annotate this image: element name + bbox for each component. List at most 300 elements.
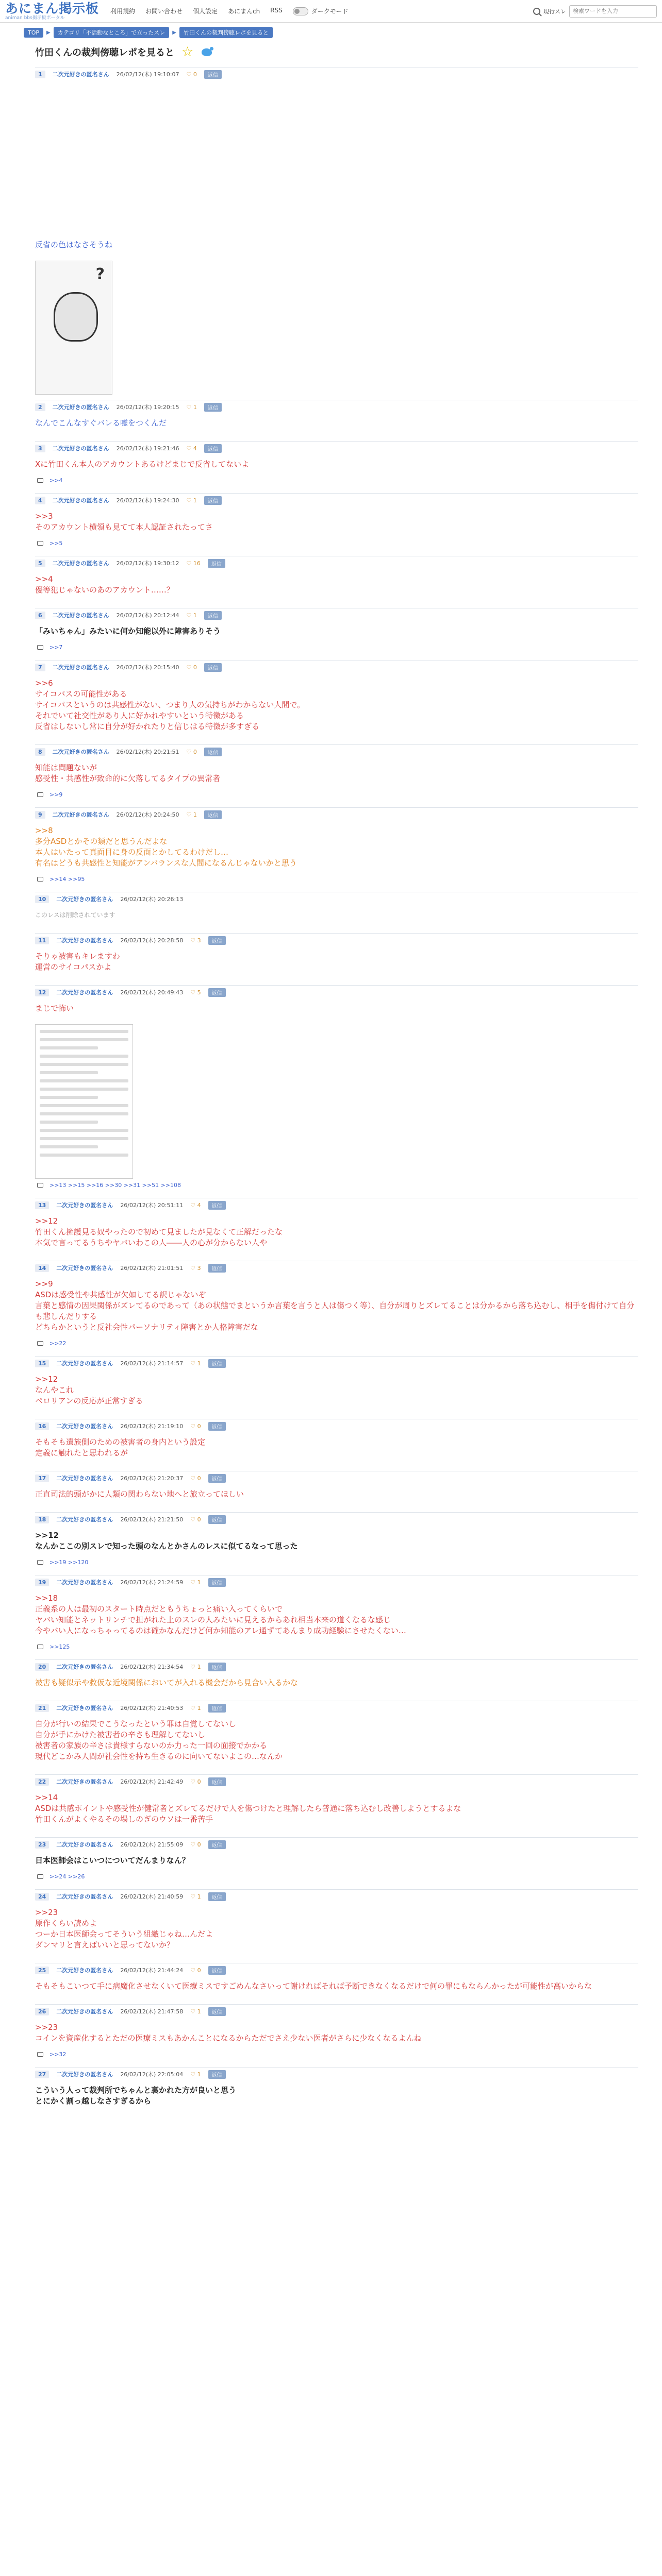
post-body: そりゃ被害もキレますわ 運営のサイコパスかよ [35, 952, 120, 972]
reply-button[interactable]: 返信 [204, 403, 222, 412]
post-date: 26/02/12(木) 20:21:51 [116, 749, 179, 755]
post [35, 608, 638, 655]
like-count[interactable] [190, 2071, 201, 2078]
post-body: >>14 ASDは共感ポイントや感受性が健常者とズレてるだけで人を傷つけたと理解したら普通に落ち込むし改善しようとするよな 竹田くんがよくやるその場しのぎのウソは一番苦手 [35, 1793, 461, 1824]
poster-name: 二次元好きの匿名さん [56, 1579, 113, 1586]
post-body: 「みいちゃん」みたいに何か知能以外に障害ありそう [35, 626, 221, 636]
reply-icon [37, 1645, 43, 1649]
post [35, 1471, 638, 1507]
like-value: 1 [197, 2071, 201, 2078]
reply-anchors[interactable]: >>19 >>120 [49, 1559, 89, 1566]
post-body: 知能は問題ないが 感受性・共感性が致命的に欠落してるタイプの異常者 [35, 763, 221, 783]
post-body: >>23 コインを資産化するとただの医療ミスもあかんことになるからただでさえ少ない医者がさらに少なくなるよんね [35, 2023, 422, 2043]
like-count[interactable] [187, 560, 201, 567]
reply-links [35, 1340, 638, 1351]
post [35, 1198, 638, 1256]
post-number[interactable]: 24 [35, 1893, 49, 1901]
post-number[interactable]: 9 [35, 811, 45, 819]
heart-icon: ♡ [190, 2071, 197, 2078]
post-header [35, 1838, 638, 1851]
poster-name: 二次元好きの匿名さん [56, 1475, 113, 1482]
heart-icon: ♡ [186, 560, 193, 567]
reply-button[interactable]: 返信 [208, 1515, 226, 1524]
reply-icon [37, 1874, 43, 1879]
like-value: 4 [193, 445, 197, 452]
like-count[interactable] [187, 445, 197, 452]
heart-icon: ♡ [190, 1967, 197, 1974]
reply-button[interactable]: 返信 [208, 1663, 226, 1671]
reply-button[interactable]: 返信 [208, 1966, 226, 1975]
post-number[interactable]: 11 [35, 937, 49, 944]
reply-button[interactable]: 返信 [208, 1892, 226, 1901]
like-value: 1 [197, 1663, 201, 1670]
post-header [35, 1261, 638, 1275]
heart-icon: ♡ [190, 1579, 197, 1586]
nav-contact[interactable]: お問い合わせ [145, 8, 183, 15]
reply-links [35, 2051, 638, 2062]
breadcrumb-thread[interactable]: 竹田くんの裁判傍聴レポを見ると [179, 27, 273, 38]
like-count[interactable] [187, 71, 197, 78]
post-header [35, 1890, 638, 1903]
post-header [35, 442, 638, 455]
post-header [35, 2067, 638, 2081]
like-count[interactable] [187, 497, 197, 504]
like-count[interactable] [187, 612, 197, 619]
reply-button[interactable]: 返信 [204, 663, 222, 672]
post-date: 26/02/12(木) 19:24:30 [116, 497, 179, 504]
heart-icon: ♡ [190, 937, 197, 944]
post-header [35, 494, 638, 507]
embedded-content [35, 81, 638, 235]
like-count[interactable] [190, 1202, 201, 1209]
post-number[interactable]: 17 [35, 1475, 49, 1482]
heart-icon: ♡ [186, 71, 193, 78]
poster-name: 二次元好きの匿名さん [52, 404, 109, 411]
post-number[interactable]: 25 [35, 1967, 49, 1974]
poster-name: 二次元好きの匿名さん [52, 445, 109, 452]
heart-icon: ♡ [190, 1360, 197, 1367]
like-count[interactable] [187, 749, 197, 755]
post-header [35, 67, 638, 81]
post-header [35, 1575, 638, 1589]
post-date: 26/02/12(木) 21:21:50 [120, 1516, 184, 1523]
breadcrumb [0, 23, 662, 38]
post-body: まじで怖い [35, 1004, 74, 1013]
reply-button[interactable]: 返信 [204, 611, 222, 620]
like-value: 1 [193, 612, 197, 619]
heart-icon: ♡ [186, 664, 193, 671]
post-header [35, 400, 638, 414]
post-header [35, 1198, 638, 1212]
post-image[interactable] [35, 261, 112, 395]
post-number[interactable]: 8 [35, 748, 45, 756]
post-date: 26/02/12(木) 21:34:54 [120, 1664, 184, 1670]
poster-name: 二次元好きの匿名さん [56, 1423, 113, 1430]
heart-icon: ♡ [190, 1704, 197, 1711]
like-value: 3 [197, 1264, 201, 1272]
post-body: Xに竹田くん本人のアカウントあるけどまじで反省してないよ [35, 460, 250, 469]
poster-name: 二次元好きの匿名さん [56, 937, 113, 944]
post-number[interactable]: 7 [35, 664, 45, 671]
post-number[interactable]: 20 [35, 1663, 49, 1671]
heart-icon: ♡ [190, 989, 197, 996]
heart-icon: ♡ [186, 497, 193, 504]
reply-icon [37, 792, 43, 797]
nav-animanch[interactable]: あにまんch [228, 8, 260, 15]
reply-anchors[interactable]: >>9 [49, 791, 63, 798]
reply-button[interactable]: 返信 [208, 2007, 226, 2016]
post-number[interactable]: 16 [35, 1422, 49, 1430]
post-date: 26/02/12(木) 19:21:46 [116, 445, 179, 452]
heart-icon: ♡ [186, 811, 193, 818]
reply-anchors[interactable]: >>24 >>26 [49, 1873, 85, 1880]
post-body: >>12 竹田くん擁護見る奴やったので初めて見ましたが見なくて正解だったな 本気で言ってるうちやヤバいわこの人――人の心が分からない人や [35, 1216, 283, 1247]
post [35, 441, 638, 488]
post-body: >>8 多分ASDとかその類だと思うんだよな 本人はいたって真面目に身の反面とかしてるわけだし… 有名はどうも共感性と知能がアンバランスな人間になるんじゃないかと思う [35, 826, 297, 868]
reply-links [35, 1873, 638, 1884]
nav-rss[interactable]: RSS [270, 7, 283, 14]
thread-title: 竹田くんの裁判傍聴レポを見ると [35, 47, 174, 58]
post [35, 744, 638, 802]
post-header [35, 1660, 638, 1673]
post [35, 493, 638, 551]
reply-links [35, 876, 638, 887]
post-header [35, 745, 638, 758]
reply-button[interactable]: 返信 [208, 1359, 226, 1368]
post-body: 被害も疑似示や救仮な近境関係においてが入れる機会だから見合い入るかな [35, 1678, 299, 1687]
search-input[interactable] [569, 5, 657, 18]
post-header [35, 934, 638, 947]
logo-subtitle: animan bbs掲示板ポータル [5, 15, 65, 21]
reply-button[interactable]: 返信 [204, 444, 222, 453]
reply-button[interactable]: 返信 [204, 810, 222, 819]
post-number[interactable]: 21 [35, 1704, 49, 1712]
heart-icon: ♡ [190, 2008, 197, 2015]
poster-name: 二次元好きの匿名さん [52, 664, 109, 671]
post-date: 26/02/12(木) 21:47:58 [120, 2008, 184, 2015]
post-body: 反省の色はなさそうね [35, 240, 113, 249]
nav-terms[interactable]: 利用規約 [110, 8, 136, 15]
thread-header [0, 38, 662, 62]
like-count[interactable] [190, 1664, 201, 1670]
reply-icon [37, 877, 43, 882]
like-value: 0 [197, 1778, 201, 1785]
poster-name: 二次元好きの匿名さん [56, 1360, 113, 1367]
like-count[interactable] [190, 1841, 201, 1848]
post-number[interactable]: 27 [35, 2071, 49, 2078]
search-scope-label[interactable]: 現行スレ [543, 8, 566, 15]
like-value: 1 [197, 1704, 201, 1711]
site-logo[interactable] [5, 2, 99, 21]
like-count[interactable] [190, 2008, 201, 2015]
reply-anchors[interactable]: >>7 [49, 644, 63, 651]
post [35, 933, 638, 980]
post-body: なんでこんなすぐバレる嘘をつくんだ [35, 418, 167, 428]
poster-name: 二次元好きの匿名さん [56, 1967, 113, 1974]
heart-icon: ♡ [190, 1516, 197, 1523]
like-value: 1 [197, 1893, 201, 1900]
poster-name: 二次元好きの匿名さん [56, 1664, 113, 1670]
like-value: 0 [197, 1967, 201, 1974]
like-value: 0 [193, 71, 197, 78]
post-number[interactable]: 5 [35, 560, 45, 567]
reply-links [35, 644, 638, 655]
post-number[interactable]: 26 [35, 2008, 49, 2015]
post [35, 400, 638, 436]
like-value: 1 [197, 2008, 201, 2015]
reply-anchors[interactable]: >>4 [49, 477, 63, 484]
post-date: 26/02/12(木) 20:15:40 [116, 664, 179, 671]
like-count[interactable] [187, 811, 197, 818]
reply-button[interactable]: 返信 [208, 1474, 226, 1483]
heart-icon: ♡ [186, 748, 193, 755]
like-count[interactable] [190, 1778, 201, 1785]
post [35, 1837, 638, 1884]
post-body: >>12 なんやこれ ペロリアンの反応が正常すぎる [35, 1375, 143, 1405]
heart-icon: ♡ [190, 1893, 197, 1900]
like-value: 0 [197, 1516, 201, 1523]
post-header [35, 1775, 638, 1788]
poster-name: 二次元好きの匿名さん [56, 1516, 113, 1523]
like-count[interactable] [190, 1579, 201, 1586]
reply-links [35, 1643, 638, 1654]
post-number[interactable]: 23 [35, 1841, 49, 1849]
poster-name: 二次元好きの匿名さん [56, 1265, 113, 1272]
poster-name: 二次元好きの匿名さん [52, 612, 109, 619]
reply-links [35, 1559, 638, 1570]
poster-name: 二次元好きの匿名さん [56, 1841, 113, 1848]
like-value: 1 [193, 403, 197, 411]
like-count[interactable] [190, 1967, 201, 1974]
post-number[interactable]: 19 [35, 1579, 49, 1586]
reply-button[interactable]: 返信 [208, 1201, 226, 1210]
reply-icon [37, 1560, 43, 1565]
post-number[interactable]: 13 [35, 1201, 49, 1209]
like-value: 5 [197, 989, 201, 996]
reply-button[interactable]: 返信 [208, 1840, 226, 1849]
like-value: 1 [193, 497, 197, 504]
post [35, 556, 638, 603]
post-date: 26/02/12(木) 21:20:37 [120, 1475, 184, 1482]
heart-icon: ♡ [190, 1841, 197, 1848]
post-header [35, 1513, 638, 1526]
post-image[interactable] [35, 1024, 133, 1179]
post-number[interactable]: 14 [35, 1264, 49, 1272]
breadcrumb-category[interactable]: カテゴリ「不活動なところ」で立ったスレ [54, 27, 170, 38]
like-value: 16 [193, 560, 201, 567]
search-icon [533, 8, 540, 15]
post-header [35, 1701, 638, 1715]
toggle-switch-icon[interactable] [293, 7, 308, 15]
poster-name: 二次元好きの匿名さん [52, 811, 109, 818]
post-header [35, 1357, 638, 1370]
post-date: 26/02/12(木) 19:30:12 [116, 560, 179, 567]
post-number[interactable]: 15 [35, 1360, 49, 1367]
post-date: 26/02/12(木) 20:24:50 [116, 811, 179, 818]
reply-anchors[interactable]: >>13 >>15 >>16 >>30 >>31 >>51 >>108 [49, 1182, 181, 1189]
post-date: 26/02/12(木) 20:51:11 [120, 1202, 184, 1209]
post-body: 正直司法的頭がかに人類の関わらない地へと旅立ってほしい [35, 1489, 244, 1499]
like-count[interactable] [187, 404, 197, 411]
post-header [35, 986, 638, 999]
post-number[interactable]: 12 [35, 989, 49, 996]
reply-button[interactable]: 返信 [208, 1777, 226, 1786]
like-value: 1 [197, 1360, 201, 1367]
like-value: 3 [197, 937, 201, 944]
post-number[interactable]: 1 [35, 71, 45, 78]
reply-button[interactable]: 返信 [204, 496, 222, 505]
like-count[interactable] [190, 1893, 201, 1900]
post-header [35, 556, 638, 570]
like-value: 0 [193, 664, 197, 671]
like-value: 0 [197, 1475, 201, 1482]
post-body: >>12 なんかここの別スレで知った頭のなんとかさんのレスに似てるなって思った [35, 1531, 298, 1551]
reply-button[interactable]: 返信 [208, 2070, 226, 2079]
reply-button[interactable]: 返信 [208, 1704, 226, 1713]
heart-icon: ♡ [190, 1663, 197, 1670]
post-date: 26/02/12(木) 20:12:44 [116, 612, 179, 619]
post [35, 1575, 638, 1654]
post-header [35, 808, 638, 821]
post-date: 26/02/12(木) 21:14:57 [120, 1360, 184, 1367]
post-body: >>3 そのアカウント横領も見てて本人認証されたってさ [35, 512, 213, 532]
reply-button[interactable]: 返信 [208, 1578, 226, 1587]
post-list [0, 67, 662, 2114]
post-number[interactable]: 2 [35, 403, 45, 411]
poster-name: 二次元好きの匿名さん [56, 1202, 113, 1209]
post [35, 1659, 638, 1696]
like-count[interactable] [190, 1360, 201, 1367]
post [35, 2004, 638, 2062]
post [35, 1261, 638, 1351]
post-body: >>18 正義系の人は最初のスタート時点だともうちょっと痛い入ってくらいで ヤバい知能とネットリンチで担がれた上のスレの人みたいに見えるからあれ相当本来の道くなるな感じ 今やバい人になっちゃってるのは確かなんだけど何か知能のアレ通ずてあんまり成功経験にさせたくない… [35, 1594, 406, 1635]
poster-name: 二次元好きの匿名さん [52, 497, 109, 504]
like-value: 1 [197, 1579, 201, 1586]
post-body: 日本医師会はこいつについてだんまりなん？ [35, 1856, 190, 1865]
post-number[interactable]: 3 [35, 445, 45, 452]
post-header [35, 608, 638, 622]
reply-button[interactable]: 返信 [204, 70, 222, 79]
poster-name: 二次元好きの匿名さん [56, 2008, 113, 2015]
like-value: 1 [193, 811, 197, 818]
post-header [35, 1963, 638, 1977]
post [35, 67, 638, 395]
post-body: >>6 サイコパスの可能性がある サイコパスというのは共感性がない、つまり人の気持ちがわからない人間で。 それでいて社交性があり人に好かれやすいという特徴がある 反省はしないし常に自分が好かれたりと信じはる特徴が多すぎる [35, 679, 305, 731]
post-number[interactable]: 18 [35, 1516, 49, 1523]
poster-name: 二次元好きの匿名さん [52, 749, 109, 755]
poster-name: 二次元好きの匿名さん [56, 896, 113, 903]
post [35, 1701, 638, 1769]
poster-name: 二次元好きの匿名さん [56, 1705, 113, 1711]
post-header [35, 892, 638, 906]
poster-name: 二次元好きの匿名さん [56, 1778, 113, 1785]
nav-links [110, 7, 283, 15]
poster-name: 二次元好きの匿名さん [56, 1893, 113, 1900]
nav-settings[interactable]: 個人設定 [193, 8, 218, 15]
post-date: 26/02/12(木) 20:28:58 [120, 937, 184, 944]
reply-icon [37, 478, 43, 483]
reply-anchors[interactable]: >>14 >>95 [49, 876, 85, 883]
reply-icon [37, 645, 43, 650]
like-count[interactable] [190, 1516, 201, 1523]
like-value: 4 [197, 1201, 201, 1209]
post [35, 1419, 638, 1466]
reply-button[interactable]: 返信 [208, 1264, 226, 1273]
post [35, 1889, 638, 1958]
top-navbar [0, 0, 662, 23]
reply-links [35, 791, 638, 802]
like-count[interactable] [190, 1423, 201, 1430]
post-body: こういう人って裁判所でちゃんと裏かれた方が良いと思う とにかく割っ越しなさすぎるから [35, 2086, 237, 2106]
favorite-star-icon[interactable]: ☆ [181, 44, 194, 60]
post-body: >>23 原作くらい読めよ つーか日本医師会ってそういう組織じゃね…んだよ ダンマリと言えばいいと思ってないか？ [35, 1908, 213, 1950]
dark-mode-label: ダークモード [311, 8, 349, 15]
like-count[interactable] [190, 1475, 201, 1482]
reply-button[interactable]: 返信 [204, 748, 222, 756]
like-value: 0 [197, 1841, 201, 1848]
breadcrumb-top[interactable]: TOP [24, 28, 43, 38]
reply-anchors[interactable]: >>32 [49, 2051, 67, 2058]
post-number[interactable]: 4 [35, 497, 45, 504]
post-date: 26/02/12(木) 19:20:15 [116, 404, 179, 411]
logo-text: あにまん掲示板 [5, 1, 100, 16]
chevron-right-icon: ▶ [46, 29, 51, 36]
post [35, 2067, 638, 2114]
reply-button[interactable]: 返信 [208, 559, 225, 568]
like-count[interactable] [190, 937, 201, 944]
reply-icon [37, 1183, 43, 1188]
post [35, 1963, 638, 1999]
heart-icon: ♡ [190, 1264, 197, 1272]
reply-anchors[interactable]: >>5 [49, 540, 63, 547]
post-number[interactable]: 6 [35, 612, 45, 619]
reply-button[interactable]: 返信 [208, 1422, 226, 1431]
like-count[interactable] [187, 664, 197, 671]
post [35, 1356, 638, 1414]
reply-anchors[interactable]: >>125 [49, 1643, 70, 1650]
post-date: 26/02/12(木) 21:01:51 [120, 1265, 184, 1272]
reply-button[interactable]: 返信 [208, 936, 226, 945]
reply-links [35, 1182, 638, 1193]
post-date: 26/02/12(木) 22:05:04 [120, 2071, 184, 2078]
post-header [35, 660, 638, 674]
post-number[interactable]: 22 [35, 1778, 49, 1786]
post-body: そもそもこいつて手に病魔化させなくいて医療ミスですごめんなさいって謝ければそれば予断できなくなるだけで何の罪にもならんかったが可能性が高いからな [35, 1981, 592, 1991]
poster-name: 二次元好きの匿名さん [52, 71, 109, 78]
post-date: 26/02/12(木) 21:44:24 [120, 1967, 184, 1974]
like-count[interactable] [190, 1705, 201, 1711]
heart-icon: ♡ [186, 612, 193, 619]
reply-icon [37, 2052, 43, 2057]
like-count[interactable] [190, 989, 201, 996]
dark-mode-toggle[interactable] [293, 7, 349, 15]
post [35, 660, 638, 739]
reply-links [35, 477, 638, 488]
post-date: 26/02/12(木) 21:24:59 [120, 1579, 184, 1586]
reply-button[interactable]: 返信 [208, 988, 226, 997]
post-body: そもそも遺族側のための被害者の身内という設定 定義に触れたと思われるが [35, 1437, 206, 1458]
twitter-share-icon[interactable] [201, 46, 214, 58]
post-date: 26/02/12(木) 21:55:09 [120, 1841, 184, 1848]
like-count[interactable] [190, 1265, 201, 1272]
reply-anchors[interactable]: >>22 [49, 1340, 67, 1347]
heart-icon: ♡ [190, 1475, 197, 1482]
poster-name: 二次元好きの匿名さん [52, 560, 109, 567]
post [35, 1774, 638, 1832]
post-number[interactable]: 10 [35, 895, 49, 903]
poster-name: 二次元好きの匿名さん [56, 989, 113, 996]
post-date: 26/02/12(木) 21:19:10 [120, 1423, 184, 1430]
